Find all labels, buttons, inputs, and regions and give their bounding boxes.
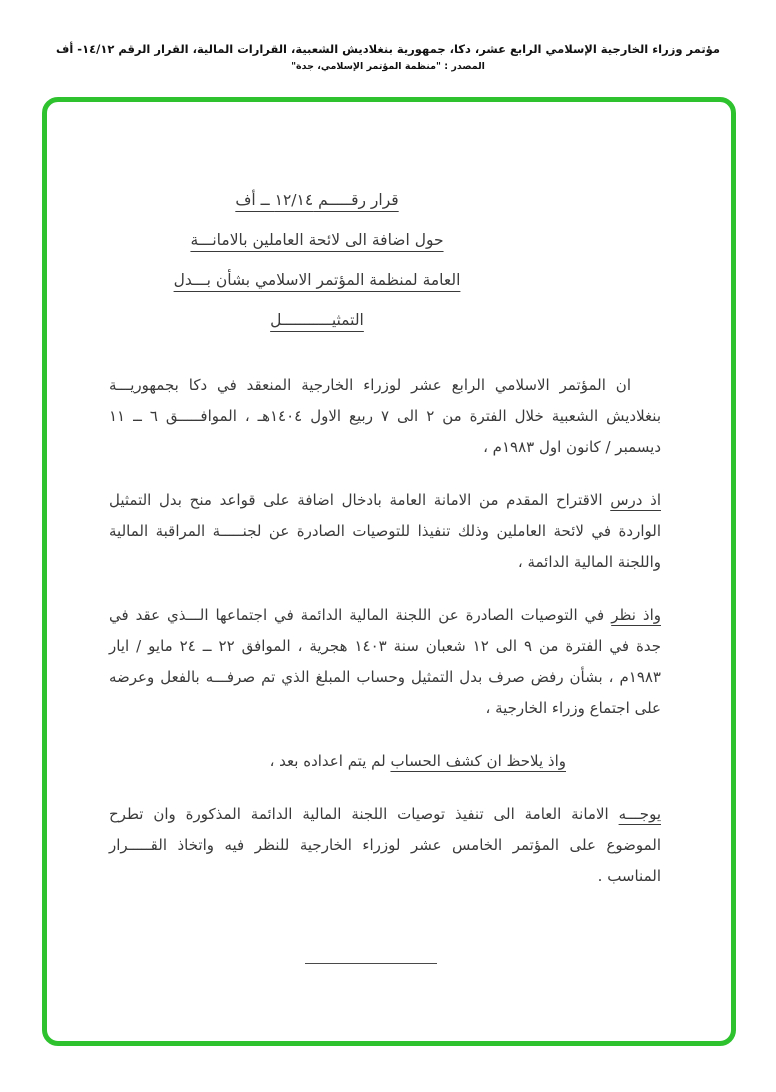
signature-line bbox=[305, 963, 437, 964]
paragraph-directive bbox=[109, 799, 661, 892]
paragraph-lead: واذ نظر bbox=[611, 606, 661, 624]
paragraph-lead: اذ درس bbox=[610, 491, 661, 509]
decision-title-text-3: العامة لمنظمة المؤتمر الاسلامي بشأن بـــدل bbox=[173, 271, 461, 289]
decision-body bbox=[109, 370, 661, 914]
decision-title-line-2 bbox=[147, 220, 487, 260]
header-source: المصدر : "منظمة المؤتمر الإسلامي، جدة" bbox=[291, 61, 485, 72]
paragraph-text: في التوصيات الصادرة عن اللجنة المالية الدائمة في اجتماعها الـــذي عقد في جدة في الفترة من ٩ الى ١٢ شعبان سنة ١٤٠٣ هجرية ، الموافق ٢٢ ــ ٢٤ مايو / ايار ١٩٨٣م ، بشأن رفض صرف بدل التمثيل وحساب المبلغ الذي تم صرفـــه بالفعل وعرضه على اجتماع وزراء الخارجية ، bbox=[109, 606, 662, 717]
paragraph-considering-2 bbox=[109, 600, 661, 724]
document-header bbox=[0, 42, 776, 72]
decision-title-line-3 bbox=[147, 260, 487, 300]
header-citation: مؤتمر وزراء الخارجية الإسلامي الرابع عشر، دكا، جمهورية بنغلاديش الشعبية، القرارات المالية، القرار الرقم ١٤/١٢- أف bbox=[56, 42, 720, 56]
paragraph-lead: واذ يلاحظ ان كشف الحساب bbox=[390, 752, 566, 770]
decision-title-line-1 bbox=[147, 180, 487, 220]
paragraph-preamble bbox=[109, 370, 661, 463]
paragraph-considering-1 bbox=[109, 485, 661, 578]
paragraph-lead: يوجـــه bbox=[618, 805, 661, 823]
paragraph-text: لم يتم اعداده بعد ، bbox=[269, 752, 391, 770]
decision-title-line-4 bbox=[147, 300, 487, 340]
paragraph-text: ان المؤتمر الاسلامي الرابع عشر لوزراء الخارجية المنعقد في دكا بجمهوريـــة بنغلاديش الشعبية خلال الفترة من ٢ الى ٧ ربيع الاول ١٤٠٤هـ ، الموافـــــق ٦ ــ ١١ ديسمبر / كانون اول ١٩٨٣م ، bbox=[109, 376, 661, 456]
paragraph-noting bbox=[109, 746, 661, 777]
decision-title-text-2: حول اضافة الى لائحة العاملين بالامانـــة bbox=[190, 231, 444, 249]
decision-title-text-4: التمثيـــــــــــل bbox=[270, 311, 364, 329]
paragraph-text: الاقتراح المقدم من الامانة العامة بادخال اضافة على قواعد منح بدل التمثيل الواردة في لائحة العاملين وذلك تنفيذا للتوصيات الصادرة عن لجنـــــة المراقبة المالية واللجنة المالية الدائمة ، bbox=[109, 491, 661, 571]
decision-title-text-1: قرار رقـــــم ١٢/١٤ ــ أف bbox=[235, 191, 399, 209]
paragraph-text: الامانة العامة الى تنفيذ توصيات اللجنة المالية الدائمة المذكورة وان تطرح الموضوع على المؤتمر الخامس عشر لوزراء الخارجية للنظر فيه واتخاذ القـــــرار المناسب . bbox=[109, 805, 661, 885]
decision-title bbox=[147, 180, 487, 340]
document-frame bbox=[42, 97, 736, 1046]
